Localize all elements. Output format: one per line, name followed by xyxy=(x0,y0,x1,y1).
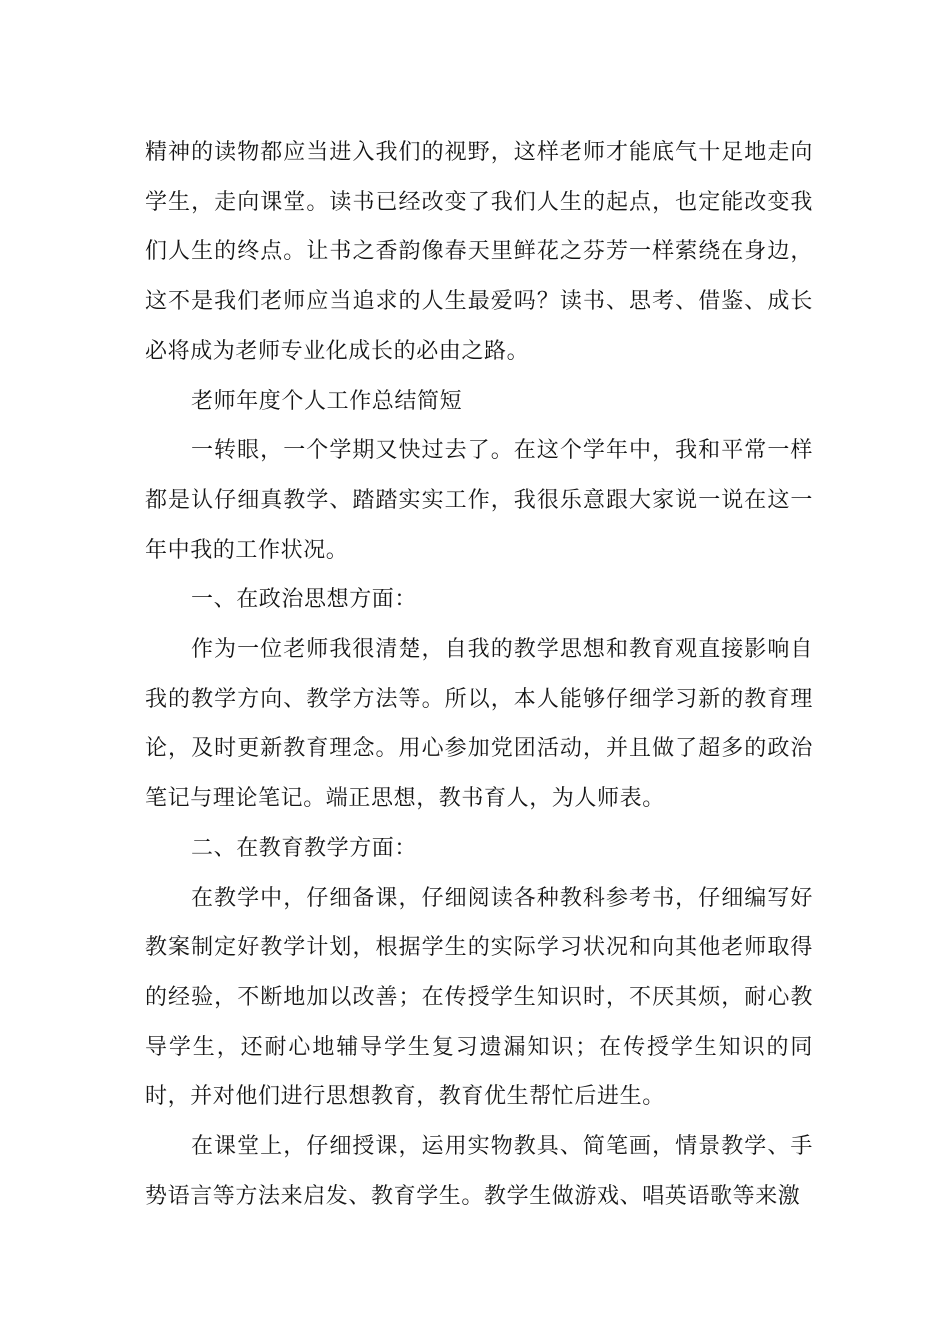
paragraph-teaching: 在教学中，仔细备课，仔细阅读各种教科参考书，仔细编写好教案制定好教学计划，根据学生的实际学习状况和向其他老师取得的经验，不断地加以改善；在传授学生知识时，不厌其烦，耐心教导学生，还耐心地辅导学生复习遗漏知识；在传授学生知识的同时，并对他们进行思想教育，教育优生帮忙后进生。 xyxy=(145,885,813,1110)
heading-teaching: 二、在教育教学方面： xyxy=(191,835,418,861)
heading-political-thought: 一、在政治思想方面： xyxy=(191,587,418,613)
paragraph-classroom: 在课堂上，仔细授课，运用实物教具、简笔画，情景教学、手势语言等方法来启发、教育学生。教学生做游戏、唱英语歌等来激 xyxy=(145,1134,813,1209)
document-body xyxy=(145,128,813,1221)
paragraph-reading-conclusion: 精神的读物都应当进入我们的视野，这样老师才能底气十足地走向学生，走向课堂。读书已经改变了我们人生的起点，也定能改变我们人生的终点。让书之香韵像春天里鲜花之芬芳一样萦绕在身边，这不是我们老师应当追求的人生最爱吗？读书、思考、借鉴、成长必将成为老师专业化成长的必由之路。 xyxy=(145,140,813,364)
paragraph-intro: 一转眼，一个学期又快过去了。在这个学年中，我和平常一样都是认仔细真教学、踏踏实实工作，我很乐意跟大家说一说在这一年中我的工作状况。 xyxy=(145,438,813,563)
paragraph-political-thought: 作为一位老师我很清楚，自我的教学思想和教育观直接影响自我的教学方向、教学方法等。所以，本人能够仔细学习新的教育理论，及时更新教育理念。用心参加党团活动，并且做了超多的政治笔记与理论笔记。端正思想，教书育人，为人师表。 xyxy=(145,637,813,812)
section-title: 老师年度个人工作总结简短 xyxy=(191,388,463,414)
